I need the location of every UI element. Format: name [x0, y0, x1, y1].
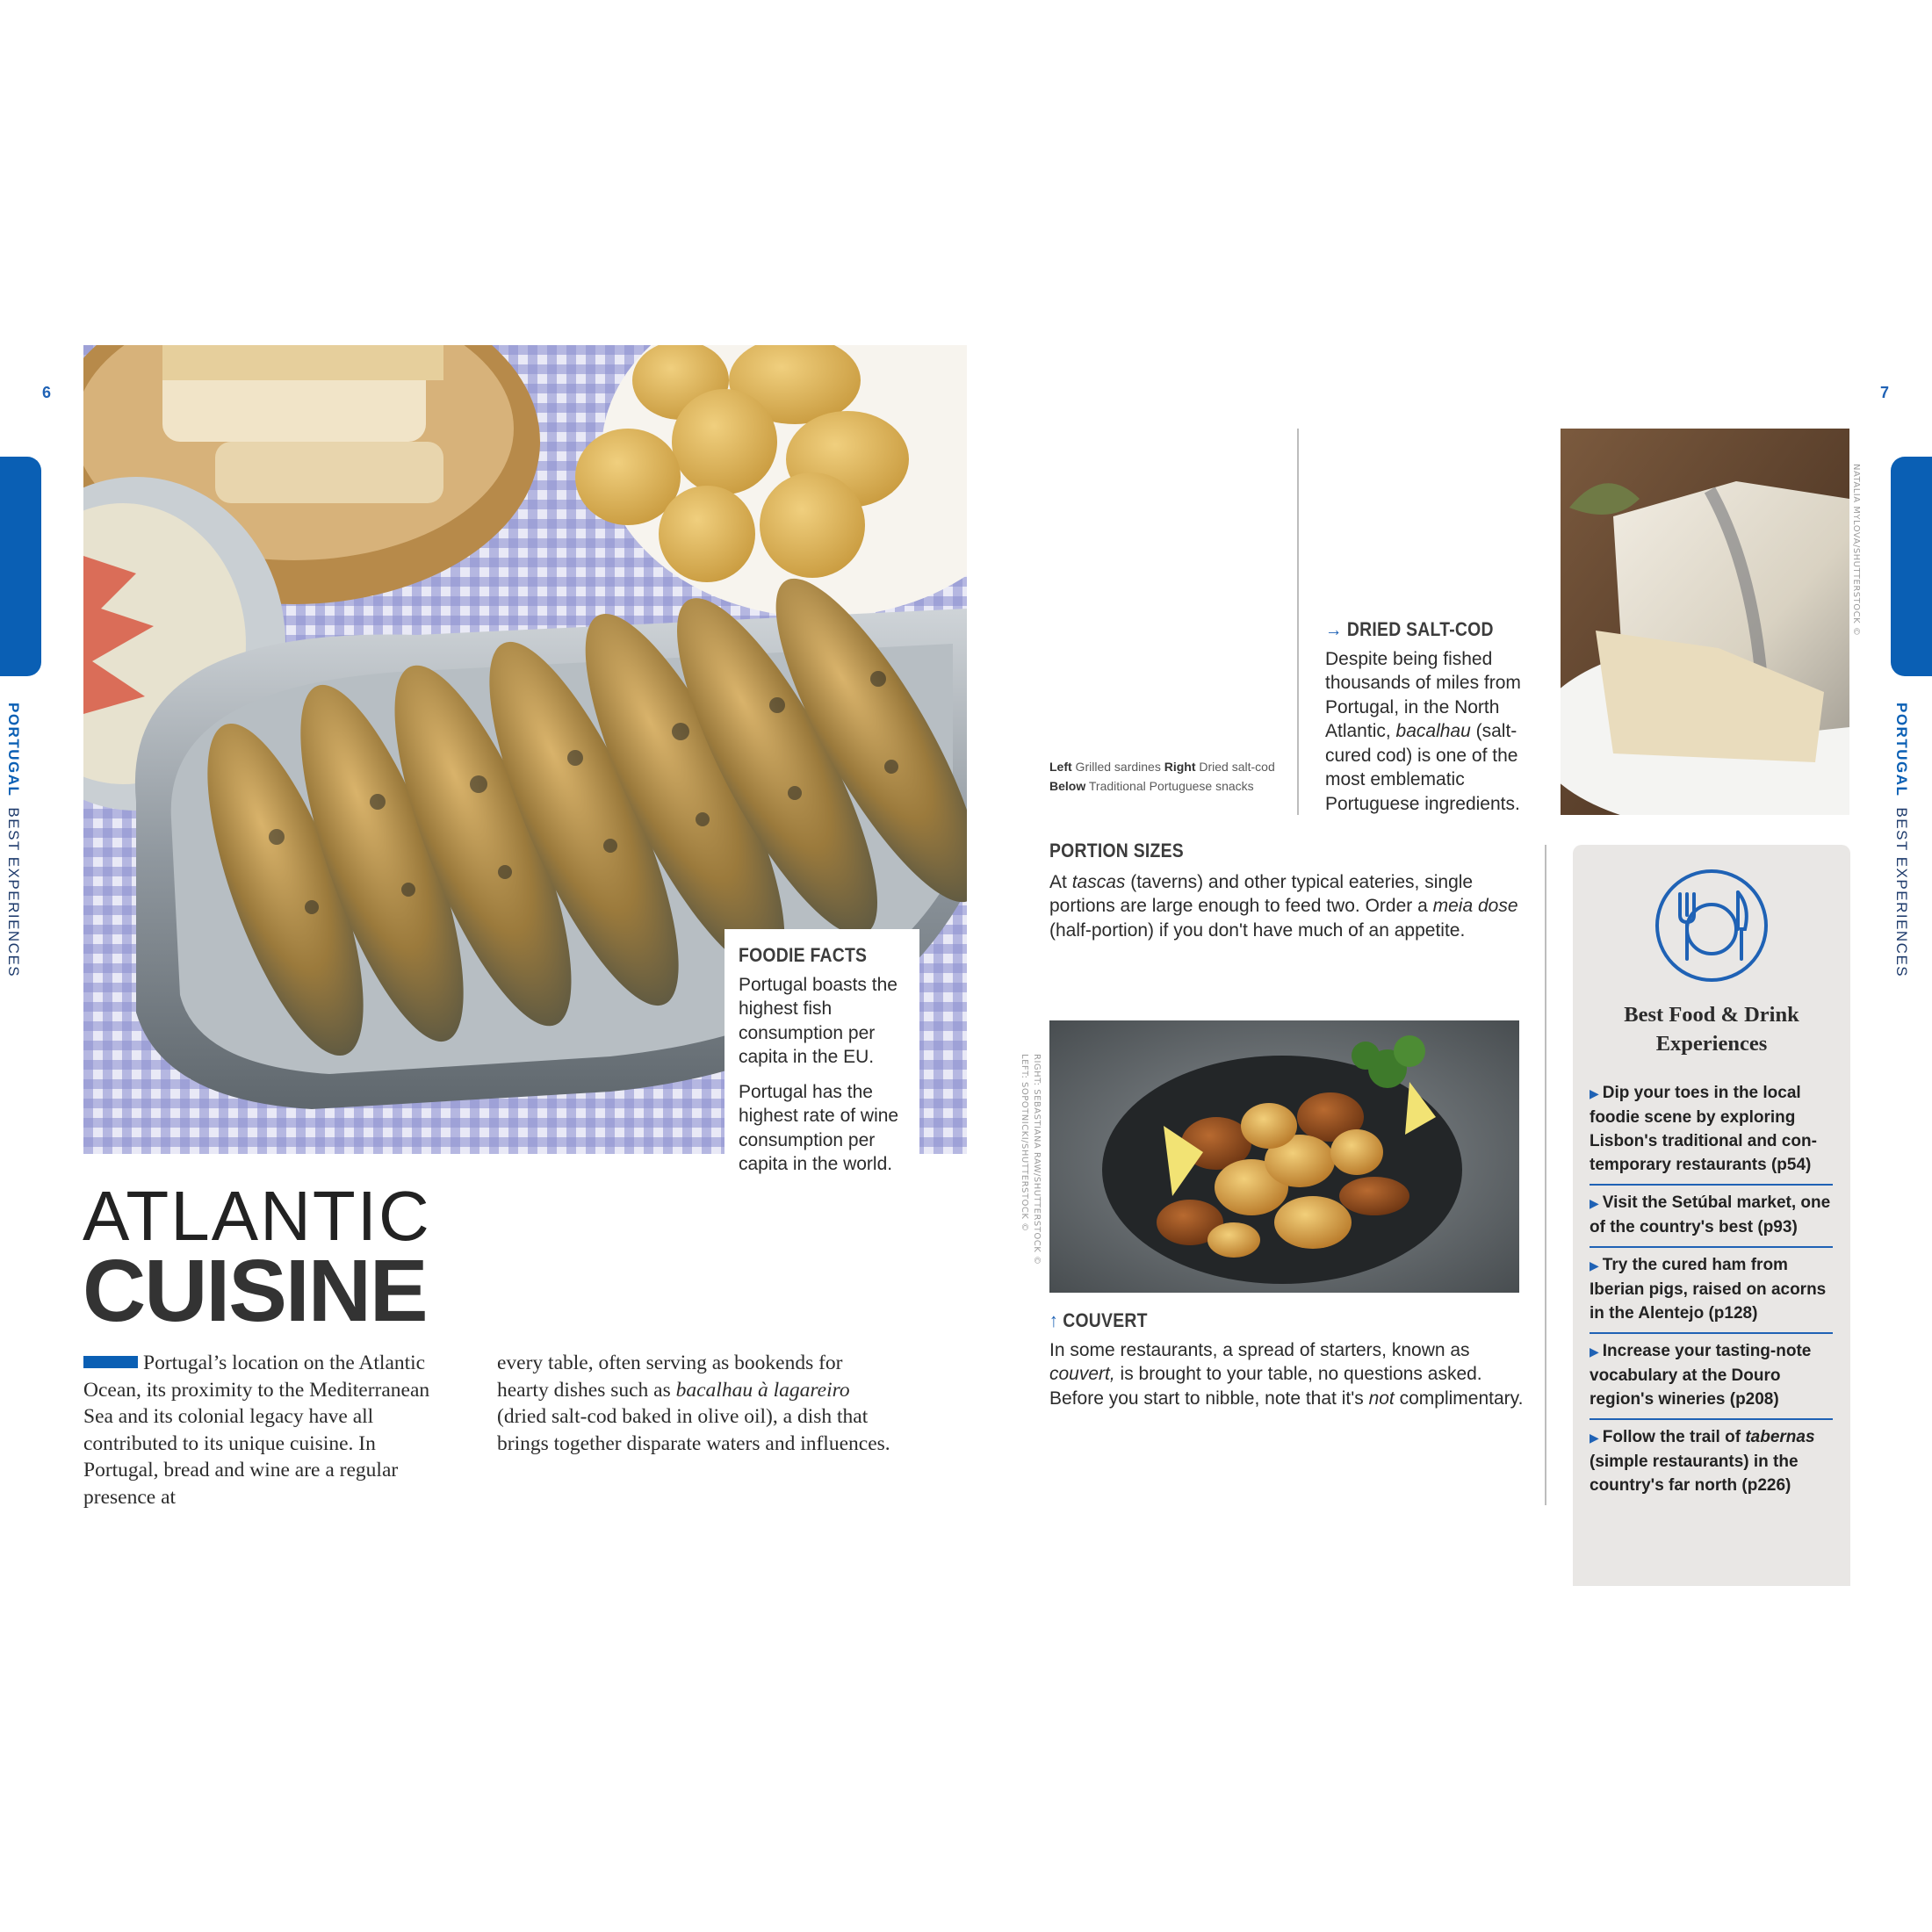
foodie-facts-box: [724, 929, 919, 1196]
sidebar-item-text: Try the cured ham from Iberian pigs, raised on acorns in the Alentejo (p128): [1590, 1256, 1827, 1323]
sidebar-item-italic: tabernas: [1745, 1428, 1815, 1446]
couvert-text-a: In some restaurants, a spread of starters, known as: [1049, 1339, 1470, 1360]
caption-left-text: Grilled sardines: [1071, 760, 1164, 774]
portion-text-a: At: [1049, 871, 1072, 892]
sidebar-item-setubal: [1590, 1186, 1833, 1248]
arrow-right-icon: →: [1325, 618, 1343, 640]
couvert-block: [1049, 1308, 1524, 1410]
portion-sizes-heading: PORTION SIZES: [1049, 840, 1184, 861]
intro-text-2a: every table, often serving as bookends for hearty dishes such as: [497, 1352, 843, 1402]
couvert-italic-2: not: [1368, 1388, 1395, 1409]
divider-vertical-right: [1545, 845, 1546, 1505]
triangle-bullet-icon: ▶: [1590, 1086, 1599, 1100]
triangle-bullet-icon: ▶: [1590, 1196, 1599, 1210]
intro-accent-bar: [83, 1356, 138, 1368]
couvert-text-b: is brought to your table, no questions asked. Before you start to nibble, note that it's: [1049, 1364, 1482, 1409]
side-tab-left: [0, 457, 41, 676]
headline-light: ATLANTIC: [83, 1177, 431, 1255]
dried-salt-cod-heading-row: [1325, 617, 1515, 642]
photo-credit-top-right: NATALIA MYLOVA/SHUTTERSTOCK ©: [1851, 464, 1861, 637]
page-number-right: 7: [1880, 384, 1890, 401]
sidebar-item-text: Visit the Setúbal market, one of the country's best (p93): [1590, 1193, 1831, 1236]
foodie-fact-1: Portugal boasts the highest fish consumption per capita in the EU.: [739, 974, 898, 1067]
couvert-italic-1: couvert,: [1049, 1364, 1115, 1384]
side-tab-right: [1891, 457, 1932, 676]
caption-right-text: Dried salt-cod: [1195, 760, 1275, 774]
page-number-left: 6: [42, 384, 52, 401]
triangle-bullet-icon: ▶: [1590, 1431, 1599, 1445]
portuguese-snacks-photo: [1049, 1020, 1519, 1293]
intro-text-2-italic: bacalhau à lagareiro: [675, 1378, 850, 1402]
intro-text-2b: (dried salt-cod baked in olive oil), a dish that brings together disparate waters and influences.: [497, 1405, 890, 1455]
dried-salt-cod-heading: DRIED SALT-COD: [1346, 618, 1494, 640]
couvert-heading: COUVERT: [1063, 1309, 1148, 1331]
dried-salt-cod-block: [1325, 617, 1540, 816]
divider-vertical-top: [1297, 429, 1299, 815]
sidebar-title: Best Food & Drink Experiences: [1624, 1003, 1799, 1056]
couvert-text-c: complimentary.: [1394, 1388, 1524, 1409]
dried-salt-cod-photo: [1561, 429, 1849, 815]
side-label-country: PORTUGAL: [1893, 703, 1910, 797]
side-label-section: BEST EXPERIENCES: [5, 807, 22, 978]
side-label-section: BEST EXPERIENCES: [1893, 807, 1910, 978]
dried-salt-cod-italic: bacalhau: [1395, 721, 1471, 741]
foodie-fact-2: Portugal has the highest rate of wine consumption per capita in the world.: [739, 1081, 899, 1174]
portion-italic-1: tascas: [1071, 871, 1126, 892]
sidebar-item-douro: [1590, 1334, 1833, 1420]
sidebar-item-cured-ham: [1590, 1248, 1833, 1334]
triangle-bullet-icon: ▶: [1590, 1344, 1599, 1359]
photo-caption: [1049, 757, 1278, 796]
dried-salt-cod-text-b: (salt-cured cod) is one of the most emblematic Portuguese ingredients.: [1325, 721, 1520, 814]
sidebar-item-text: Dip your toes in the local foodie scene by exploring Lisbon's traditional and con-temporary restaurants (p54): [1590, 1084, 1817, 1174]
side-label-left: [4, 703, 22, 977]
foodie-facts-heading: FOODIE FACTS: [739, 944, 868, 966]
caption-below-text: Traditional Portuguese snacks: [1085, 779, 1254, 793]
cutlery-plate-icon: [1573, 845, 1850, 988]
headline-bold: CUISINE: [83, 1242, 427, 1340]
portion-sizes-block: [1049, 839, 1524, 942]
intro-column-2: [497, 1350, 892, 1457]
portion-text-c: (half-portion) if you don't have much of an appetite.: [1049, 919, 1466, 941]
caption-right-label: Right: [1164, 760, 1196, 774]
dried-salt-cod-text-a: Despite being fished thousands of miles from Portugal, in the North Atlantic,: [1325, 648, 1521, 741]
triangle-bullet-icon: ▶: [1590, 1258, 1599, 1272]
couvert-heading-row: [1049, 1308, 1467, 1333]
sidebar-item-lisbon: [1590, 1076, 1833, 1186]
portion-text-b: (taverns) and other typical eateries, single portions are large enough to feed two. Order a: [1049, 871, 1474, 916]
intro-column-1: [83, 1350, 452, 1510]
side-label-country: PORTUGAL: [5, 703, 22, 797]
photo-credit-middle-line2: LEFT: SOPOTNICKI/SHUTTERSTOCK ©: [1020, 1054, 1029, 1232]
photo-credit-middle-line1: RIGHT: SEBASTIANA RAW/SHUTTERSTOCK ©: [1032, 1054, 1042, 1265]
sidebar-list: [1590, 1076, 1833, 1504]
sidebar-item-tabernas: [1590, 1420, 1833, 1504]
caption-below-label: Below: [1049, 779, 1086, 793]
side-label-right: [1892, 703, 1910, 977]
caption-left-label: Left: [1049, 760, 1072, 774]
sidebar-item-text-b: (simple restaurants) in the country's far north (p226): [1590, 1453, 1799, 1495]
photo-credit-middle: [1018, 1054, 1042, 1265]
best-food-drink-sidebar: [1573, 845, 1850, 1586]
sidebar-item-text: Increase your tasting-note vocabulary at the Douro region's wineries (p208): [1590, 1342, 1812, 1409]
intro-text-1: Portugal’s location on the Atlantic Ocean, its proximity to the Mediterranean Sea and its colonial legacy have all contributed to its unique cuisine. In Portugal, bread and wine are a regular presence at: [83, 1352, 430, 1509]
portion-italic-2: meia dose: [1432, 896, 1518, 916]
arrow-up-icon: ↑: [1049, 1309, 1058, 1331]
sidebar-item-text-a: Follow the trail of: [1602, 1428, 1746, 1446]
